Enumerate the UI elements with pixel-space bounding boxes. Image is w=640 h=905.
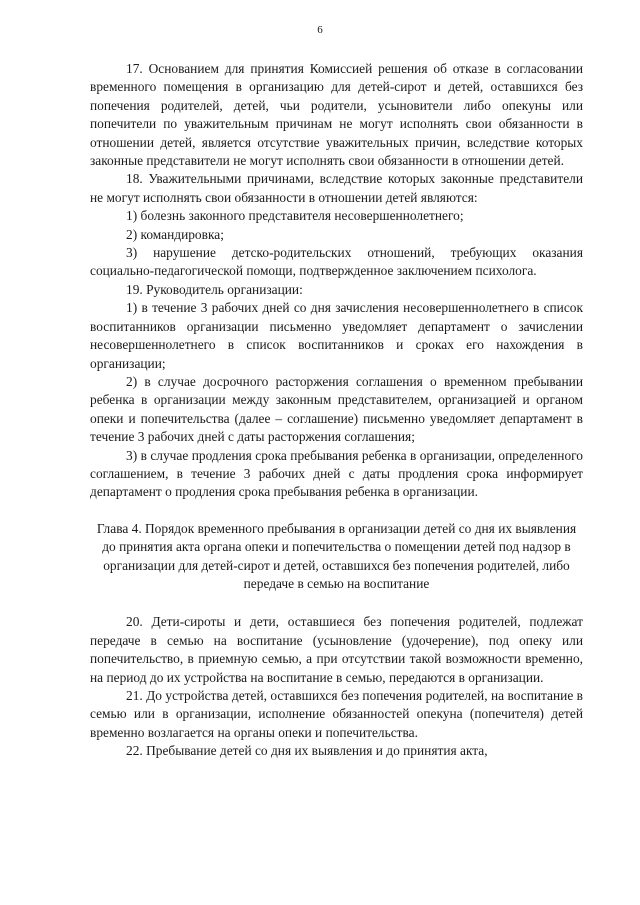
paragraph-19: 19. Руководитель организации: xyxy=(126,281,303,297)
list-item-18-3: 3) нарушение детско-родительских отношений, требующих оказания социально-педагогической помощи, подтвержденное заключением психолога. xyxy=(90,245,583,279)
paragraph-18: 18. Уважительными причинами, вследствие которых законные представители не могут исполнять свои обязанности в отношении детей являются: xyxy=(90,171,583,205)
paragraph-20: 20. Дети-сироты и дети, оставшиеся без попечения родителей, подлежат передаче в семью на воспитание (усыновление (удочерение), под опеку или попечительство, в приемную семью, а при отсутствии такой возможности временно, на период до их устройства на воспитание в семью, передаются в организации. xyxy=(90,614,583,685)
chapter-heading: Глава 4. Порядок временного пребывания в организации детей со дня их выявления до принятия акта органа опеки и попечительства о помещении детей под надзор в организации для детей-сирот и детей, оставшихся без попечения родителей, либо передаче в семью на воспитание xyxy=(96,520,577,591)
paragraph-22: 22. Пребывание детей со дня их выявления и до принятия акта, xyxy=(126,743,488,759)
list-item-19-2: 2) в случае досрочного расторжения соглашения о временном пребывании ребенка в организации между законным представителем, организацией и органом опеки и попечительства (далее – соглашение) письменно уведомляет департамент в течение 3 рабочих дней с даты расторжения соглашения; xyxy=(90,373,583,445)
document-body xyxy=(90,60,583,761)
page-number: 6 xyxy=(317,24,323,36)
list-item-19-3: 3) в случае продления срока пребывания ребенка в организации, определенного соглашением, в течение 3 рабочих дней с даты продления срока информирует департамент о продления срока пребывания ребенка в организации. xyxy=(90,447,583,500)
list-item-19-1: 1) в течение 3 рабочих дней со дня зачисления несовершеннолетнего в список воспитанников организации письменно уведомляет департамент о зачислении несовершеннолетнего в список воспитанников и сроках его нахождения в организации; xyxy=(90,300,583,371)
list-item-18-1: 1) болезнь законного представителя несовершеннолетнего; xyxy=(126,208,464,224)
paragraph-17: 17. Основанием для принятия Комиссией решения об отказе в согласовании временного помещения в организацию для детей-сирот и детей, оставшихся без попечения родителей, детей, чьи родители, усыновители либо опекуны или попечители по уважительным причинам не могут исполнять свои обязанности в отношении детей, является отсутствие уважительных причин, вследствие которых законные представители не могут исполнять свои обязанности в отношении детей. xyxy=(90,61,583,169)
list-item-18-2: 2) командировка; xyxy=(126,226,224,242)
paragraph-21: 21. До устройства детей, оставшихся без попечения родителей, на воспитание в семью или в организации, исполнение обязанностей опекуна (попечителя) детей временно возлагается на органы опеки и попечительства. xyxy=(90,688,583,740)
